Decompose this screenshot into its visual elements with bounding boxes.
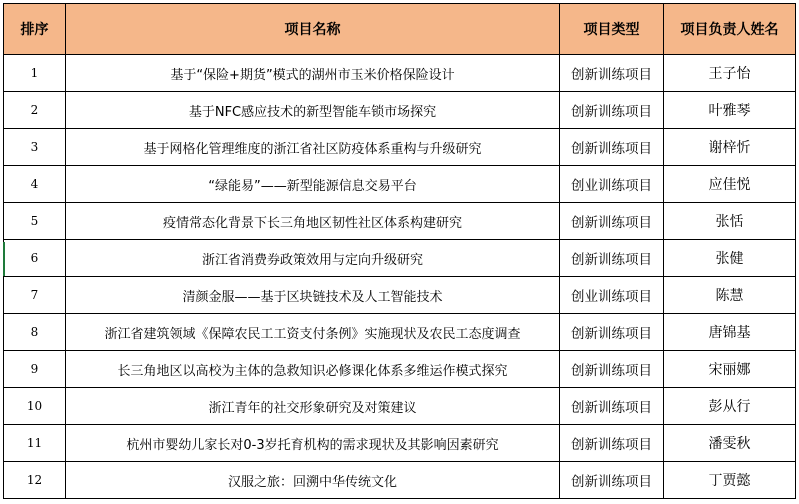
table-row [4,129,796,166]
cell-project-name[interactable]: 长三角地区以高校为主体的急救知识必修课化体系多维运作模式探究 [66,351,560,388]
cell-project-type[interactable]: 创新训练项目 [560,129,664,166]
table-row [4,314,796,351]
cell-project-name[interactable]: 清颜金服——基于区块链技术及人工智能技术 [66,277,560,314]
cell-index[interactable]: 4 [4,166,66,203]
cell-index[interactable]: 3 [4,129,66,166]
cell-index[interactable]: 9 [4,351,66,388]
cell-project-owner[interactable]: 彭从行 [664,388,796,425]
cell-project-type[interactable]: 创新训练项目 [560,92,664,129]
cell-index[interactable]: 6 [4,240,66,277]
cell-index[interactable]: 8 [4,314,66,351]
table-row [4,240,796,277]
cell-index[interactable]: 10 [4,388,66,425]
cell-project-type[interactable]: 创新训练项目 [560,462,664,499]
cell-project-owner[interactable]: 丁贾懿 [664,462,796,499]
table-header [4,4,796,55]
table-row [4,462,796,499]
cell-project-name[interactable]: 基于“保险+期货”模式的湖州市玉米价格保险设计 [66,55,560,92]
cell-project-type[interactable]: 创业训练项目 [560,166,664,203]
header-index[interactable]: 排序 [4,4,66,55]
cell-index[interactable]: 11 [4,425,66,462]
active-row-marker [3,242,5,276]
table-row [4,388,796,425]
cell-index[interactable]: 2 [4,92,66,129]
cell-project-owner[interactable]: 王子怡 [664,55,796,92]
cell-project-owner[interactable]: 张恬 [664,203,796,240]
header-project-owner[interactable]: 项目负责人姓名 [664,4,796,55]
table-row [4,55,796,92]
table-row [4,92,796,129]
cell-project-owner[interactable]: 宋丽娜 [664,351,796,388]
cell-project-type[interactable]: 创新训练项目 [560,314,664,351]
cell-project-name[interactable]: 汉服之旅：回溯中华传统文化 [66,462,560,499]
cell-project-name[interactable]: “绿能易”——新型能源信息交易平台 [66,166,560,203]
cell-project-owner[interactable]: 陈慧 [664,277,796,314]
project-table [3,3,796,499]
cell-project-name[interactable]: 基于NFC感应技术的新型智能车锁市场探究 [66,92,560,129]
table-row [4,351,796,388]
cell-project-owner[interactable]: 叶雅琴 [664,92,796,129]
cell-project-owner[interactable]: 谢梓忻 [664,129,796,166]
cell-project-owner[interactable]: 潘雯秋 [664,425,796,462]
cell-index[interactable]: 12 [4,462,66,499]
cell-project-name[interactable]: 浙江省建筑领域《保障农民工工资支付条例》实施现状及农民工态度调查 [66,314,560,351]
cell-project-type[interactable]: 创业训练项目 [560,277,664,314]
cell-project-owner[interactable]: 唐锦基 [664,314,796,351]
table-row [4,166,796,203]
cell-project-name[interactable]: 基于网格化管理维度的浙江省社区防疫体系重构与升级研究 [66,129,560,166]
cell-project-type[interactable]: 创新训练项目 [560,203,664,240]
table-row [4,425,796,462]
cell-index[interactable]: 1 [4,55,66,92]
cell-project-name[interactable]: 疫情常态化背景下长三角地区韧性社区体系构建研究 [66,203,560,240]
cell-project-type[interactable]: 创新训练项目 [560,388,664,425]
cell-project-type[interactable]: 创新训练项目 [560,351,664,388]
cell-project-name[interactable]: 杭州市婴幼儿家长对0-3岁托育机构的需求现状及其影响因素研究 [66,425,560,462]
cell-project-owner[interactable]: 张健 [664,240,796,277]
cell-project-type[interactable]: 创新训练项目 [560,55,664,92]
cell-project-name[interactable]: 浙江青年的社交形象研究及对策建议 [66,388,560,425]
header-project-type[interactable]: 项目类型 [560,4,664,55]
cell-index[interactable]: 7 [4,277,66,314]
table-row [4,203,796,240]
cell-project-name[interactable]: 浙江省消费券政策效用与定向升级研究 [66,240,560,277]
header-row [4,4,796,55]
cell-project-type[interactable]: 创新训练项目 [560,425,664,462]
table-row [4,277,796,314]
cell-project-owner[interactable]: 应佳悦 [664,166,796,203]
cell-project-type[interactable]: 创新训练项目 [560,240,664,277]
table-body [4,55,796,499]
cell-index[interactable]: 5 [4,203,66,240]
header-project-name[interactable]: 项目名称 [66,4,560,55]
